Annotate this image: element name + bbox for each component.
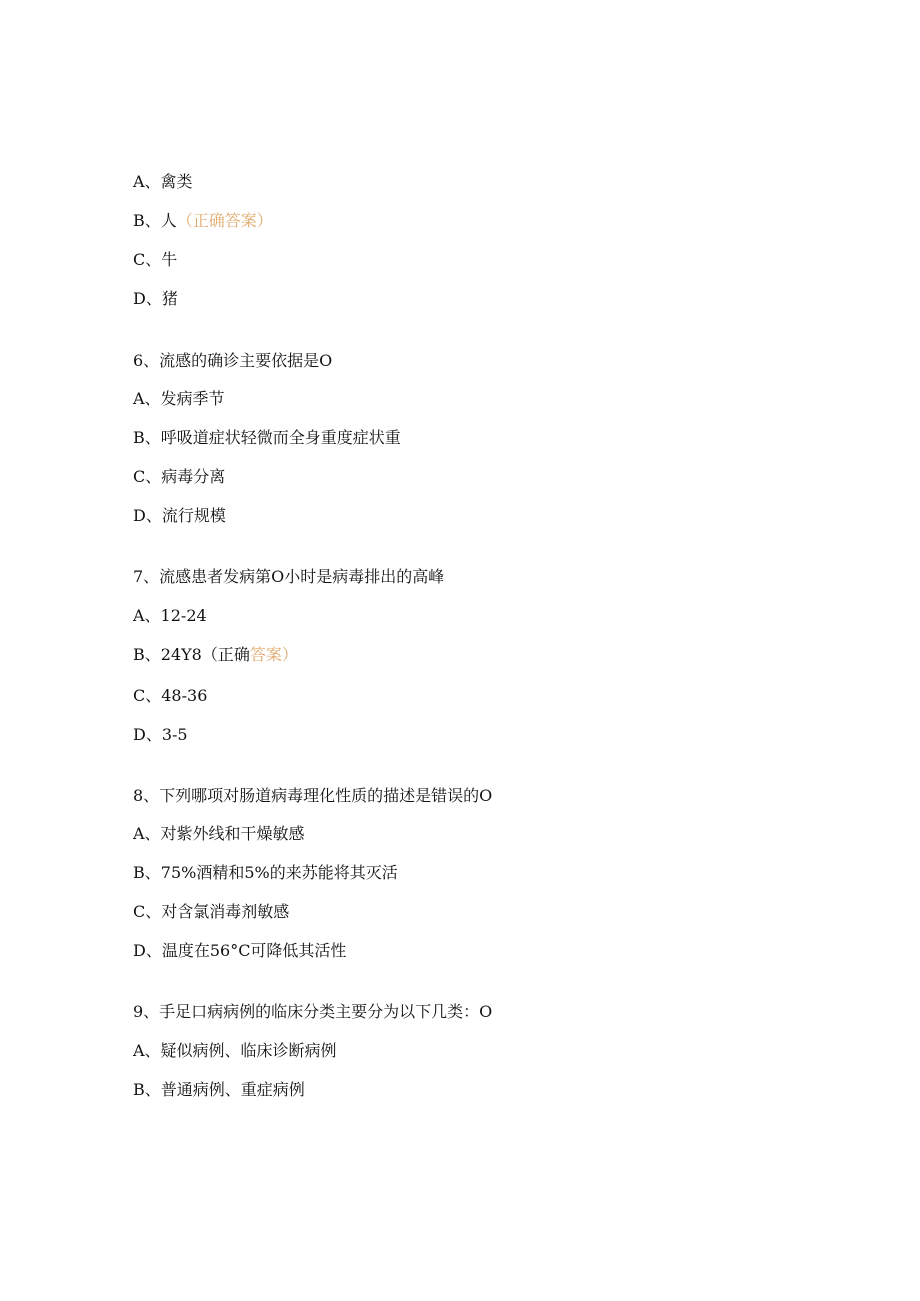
- q7-option-b: [133, 645, 298, 665]
- q8-option-a: A、对紫外线和干燥敏感: [133, 824, 305, 843]
- q9-option-b: B、普通病例、重症病例: [133, 1080, 305, 1099]
- q7-option-c: C、48-36: [133, 686, 208, 705]
- q7-stem: 7、流感患者发病第O小时是病毒排出的高峰: [133, 567, 445, 586]
- q9-stem: 9、手足口病病例的临床分类主要分为以下几类：O: [133, 1002, 493, 1021]
- q6-option-b: B、呼吸道症状轻微而全身重度症状重: [133, 428, 401, 447]
- q8-option-c: C、对含氯消毒剂敏感: [133, 902, 290, 921]
- q7-option-a: A、12-24: [133, 606, 207, 625]
- q6-option-c: C、病毒分离: [133, 467, 226, 486]
- correct-answer-mark: （正确答案）: [176, 211, 273, 230]
- q5-option-c: C、牛: [133, 250, 178, 269]
- q5-option-d: D、猪: [133, 289, 178, 308]
- correct-answer-mark: 答案）: [249, 645, 298, 664]
- q8-stem: 8、下列哪项对肠道病毒理化性质的描述是错误的O: [133, 786, 493, 805]
- q6-option-d: D、流行规模: [133, 506, 226, 525]
- q5-option-b-text: B、人: [133, 211, 177, 230]
- q8-option-b: B、75%酒精和5%的来苏能将其灭活: [133, 863, 398, 882]
- q5-option-b: [133, 211, 273, 231]
- q5-option-a: A、禽类: [133, 172, 193, 191]
- q8-option-d: D、温度在56°C可降低其活性: [133, 941, 347, 960]
- q9-option-a: A、疑似病例、临床诊断病例: [133, 1041, 337, 1060]
- q6-stem: 6、流感的确诊主要依据是O: [133, 351, 333, 370]
- q7-option-b-text: B、24Y8（正确: [133, 645, 250, 664]
- q7-option-d: D、3-5: [133, 725, 188, 744]
- q6-option-a: A、发病季节: [133, 389, 225, 408]
